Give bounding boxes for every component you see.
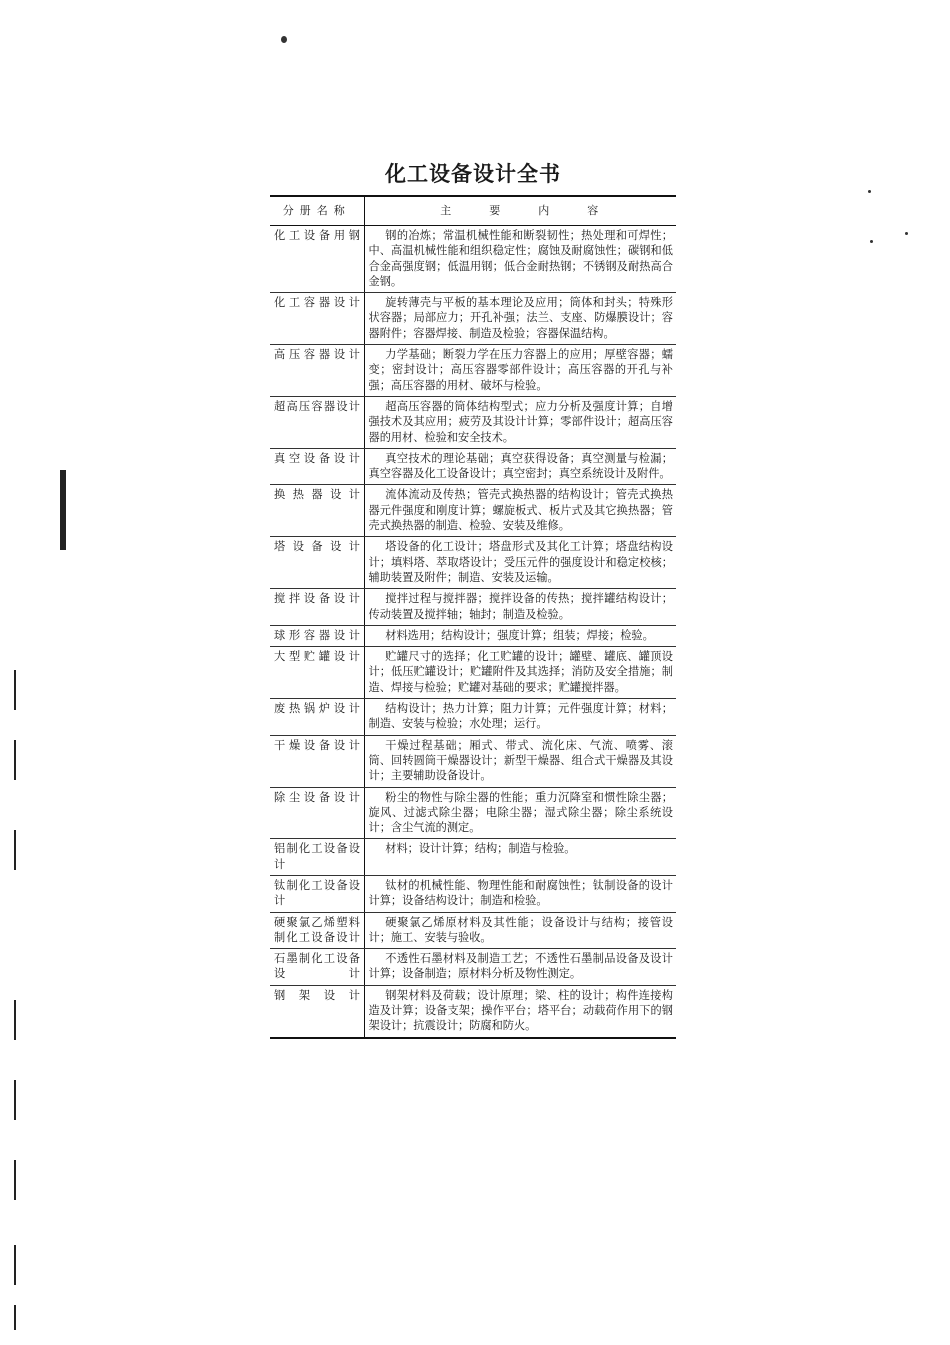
volume-content-cell: 钛材的机械性能、物理性能和耐腐蚀性；钛制设备的设计计算；设备结构设计；制造和检验。 — [364, 875, 676, 912]
volume-name-cell: 铝制化工设备设计 — [270, 839, 364, 876]
volume-name-cell: 硬聚氯乙烯塑料制化工设备设计 — [270, 912, 364, 949]
volume-content-cell: 钢架材料及荷载；设计原理；梁、柱的设计；构件连接构造及计算；设备支架；操作平台；塔平台；动载荷作用下的钢架设计；抗震设计；防腐和防火。 — [368, 988, 673, 1033]
volume-name-cell: 石墨制化工设备设计 — [270, 949, 364, 986]
table-row — [270, 396, 676, 448]
scan-mark — [14, 1000, 16, 1040]
volume-content-cell: 硬聚氯乙烯原材料及其性能；设备设计与结构；接管设计；施工、安装与验收。 — [364, 912, 676, 949]
volume-name-cell: 化工容器设计 — [270, 293, 364, 345]
volume-name-cell: 钢架设计 — [270, 985, 364, 1037]
volume-name-cell: 塔设备设计 — [270, 537, 364, 589]
volume-content-cell: 力学基础；断裂力学在压力容器上的应用；厚壁容器；蠕变；密封设计；高压容器零部件设计；高压容器的开孔与补强；高压容器的用材、破坏与检验。 — [364, 345, 676, 397]
scan-mark — [14, 670, 16, 710]
volume-table — [270, 195, 676, 1039]
table-row — [270, 949, 676, 986]
volume-content-cell: 流体流动及传热；管壳式换热器的结构设计；管壳式换热器元件强度和刚度计算；螺旋板式、板片式及其它换热器；管壳式换热器的制造、检验、安装及维修。 — [364, 485, 676, 537]
table-row — [270, 875, 676, 912]
scan-mark — [14, 1160, 16, 1200]
scan-speck — [905, 232, 908, 235]
volume-content-cell: 材料；设计计算；结构；制造与检验。 — [364, 839, 676, 876]
scan-mark — [14, 830, 16, 870]
volume-name-cell: 化工设备用钢 — [270, 226, 364, 293]
scan-mark — [14, 740, 16, 780]
volume-name-cell: 真空设备设计 — [270, 448, 364, 485]
table-row — [270, 787, 676, 839]
table-row — [270, 985, 676, 1037]
column-header-main-content: 主要内容 — [364, 196, 676, 226]
volume-name-cell: 大型贮罐设计 — [270, 647, 364, 699]
volume-content-cell: 干燥过程基础；厢式、带式、流化床、气流、喷雾、滚筒、回转圆筒干燥器设计；新型干燥器、组合式干燥器及其设计；主要辅助设备设计。 — [364, 735, 676, 787]
volume-name-cell: 高压容器设计 — [270, 345, 364, 397]
volume-name-cell: 除尘设备设计 — [270, 787, 364, 839]
table-row — [270, 735, 676, 787]
scan-mark — [14, 1245, 16, 1285]
volume-content-cell: 超高压容器的筒体结构型式；应力分析及强度计算；自增强技术及其应用；疲劳及其设计计算；零部件设计；超高压容器的用材、检验和安全技术。 — [364, 396, 676, 448]
volume-content-cell: 粉尘的物性与除尘器的性能；重力沉降室和惯性除尘器；旋风、过滤式除尘器；电除尘器；湿式除尘器；除尘系统设计；含尘气流的测定。 — [364, 787, 676, 839]
scan-mark — [60, 470, 66, 550]
table-row — [270, 537, 676, 589]
volume-name-cell: 换热器设计 — [270, 485, 364, 537]
scan-speck — [868, 190, 871, 193]
table-row — [270, 839, 676, 876]
volume-content-cell: 真空技术的理论基础；真空获得设备；真空测量与检漏；真空容器及化工设备设计；真空密封；真空系统设计及附件。 — [364, 448, 676, 485]
table-row — [270, 589, 676, 626]
table-row — [270, 345, 676, 397]
volume-name-cell: 超高压容器设计 — [270, 396, 364, 448]
volume-name-cell: 干燥设备设计 — [270, 735, 364, 787]
table-row — [270, 448, 676, 485]
volume-content-cell: 钢的冶炼；常温机械性能和断裂韧性；热处理和可焊性；中、高温机械性能和组织稳定性；腐蚀及耐腐蚀性；碳钢和低合金高强度钢；低温用钢；低合金耐热钢；不锈钢及耐热高合金钢。 — [364, 226, 676, 293]
scan-speck — [870, 240, 873, 243]
table-row — [270, 226, 676, 293]
table-header-row — [270, 196, 676, 226]
volume-name-cell: 废热锅炉设计 — [270, 699, 364, 736]
page-title: 化工设备设计全书 — [385, 162, 561, 186]
volume-content-cell: 结构设计；热力计算；阻力计算；元件强度计算；材料；制造、安装与检验；水处理；运行。 — [364, 699, 676, 736]
volume-name-cell: 球形容器设计 — [270, 625, 364, 646]
table-row — [270, 625, 676, 646]
volume-content-cell: 搅拌过程与搅拌器；搅拌设备的传热；搅拌罐结构设计；传动装置及搅拌轴；轴封；制造及检验。 — [364, 589, 676, 626]
scan-mark — [14, 1080, 16, 1120]
volume-content-cell: 塔设备的化工设计；塔盘形式及其化工计算；塔盘结构设计；填料塔、萃取塔设计；受压元件的强度设计和稳定校核；辅助装置及附件；制造、安装及运输。 — [364, 537, 676, 589]
volume-name-cell: 钛制化工设备设计 — [270, 875, 364, 912]
table-row — [270, 293, 676, 345]
volume-content-cell: 不透性石墨材料及制造工艺；不透性石墨制品设备及设计计算；设备制造；原材料分析及物性测定。 — [364, 949, 676, 986]
volume-content-cell: 旋转薄壳与平板的基本理论及应用；筒体和封头；特殊形状容器；局部应力；开孔补强；法兰、支座、防爆膜设计；容器附件；容器焊接、制造及检验；容器保温结构。 — [364, 293, 676, 345]
volume-name-cell: 搅拌设备设计 — [270, 589, 364, 626]
table-row — [270, 485, 676, 537]
table-row — [270, 647, 676, 699]
table-row — [270, 912, 676, 949]
table-row — [270, 699, 676, 736]
scan-speck — [281, 36, 287, 43]
scan-mark — [14, 1305, 16, 1330]
volume-content-cell: 材料选用；结构设计；强度计算；组装；焊接；检验。 — [364, 625, 676, 646]
volume-content-cell: 贮罐尺寸的选择；化工贮罐的设计；罐壁、罐底、罐顶设计；低压贮罐设计；贮罐附件及其选择；消防及安全措施；制造、焊接与检验；贮罐对基础的要求；贮罐搅拌器。 — [364, 647, 676, 699]
column-header-volume-name: 分册名称 — [270, 196, 364, 226]
